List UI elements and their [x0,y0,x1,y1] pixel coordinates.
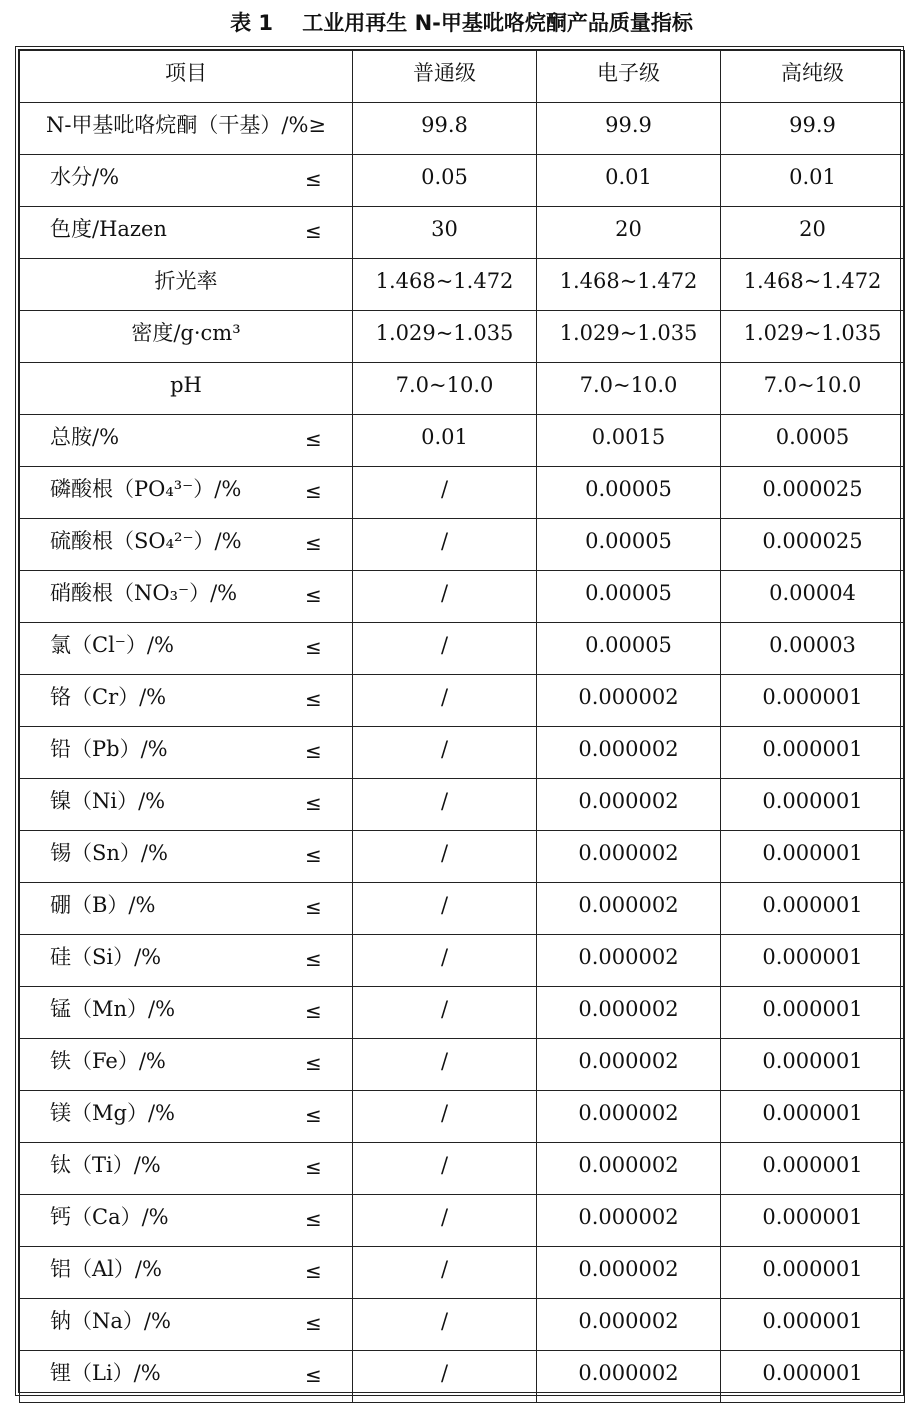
table-row [20,363,905,415]
value-high-purity [721,259,905,311]
table-row [20,1091,905,1143]
item-name: 钠（Na）/% [50,1309,171,1333]
value-ordinary [353,831,537,883]
cell-value: 0.0015 [591,425,666,449]
limit-symbol: ≤ [305,1155,322,1179]
item-name: 锂（Li）/% [50,1361,161,1385]
row-item-cell [20,831,353,883]
cell-value: 0.000001 [762,945,863,969]
cell-value: / [440,633,449,657]
value-high-purity [721,571,905,623]
cell-value: 1.029~1.035 [743,321,882,345]
row-item-cell [20,1091,353,1143]
table-row [20,571,905,623]
table-row [20,259,905,311]
value-ordinary [353,311,537,363]
table-row [20,883,905,935]
table-row [20,1299,905,1351]
value-ordinary [353,727,537,779]
limit-symbol: ≤ [305,479,322,503]
cell-value: 1.029~1.035 [375,321,514,345]
value-electronic [537,311,721,363]
header-high-purity-grade: 高纯级 [721,51,905,103]
limit-symbol: ≤ [305,219,322,243]
value-ordinary [353,1247,537,1299]
value-ordinary [353,1039,537,1091]
value-ordinary [353,1143,537,1195]
cell-value: / [440,477,449,501]
value-high-purity [721,1195,905,1247]
limit-symbol: ≤ [305,895,322,919]
value-electronic [537,1351,721,1403]
value-high-purity [721,519,905,571]
item-name: 总胺/% [50,425,120,449]
value-high-purity [721,1247,905,1299]
table-row [20,1143,905,1195]
table-row [20,1247,905,1299]
value-electronic [537,1247,721,1299]
limit-symbol: ≤ [305,1051,322,1075]
value-ordinary [353,571,537,623]
cell-value: 0.000002 [578,789,679,813]
row-item-cell [20,1247,353,1299]
cell-value: / [440,581,449,605]
cell-value: 1.029~1.035 [559,321,698,345]
cell-value: 0.000002 [578,1101,679,1125]
cell-value: / [440,1309,449,1333]
cell-value: 0.00004 [769,581,856,605]
cell-value: 0.00005 [585,529,672,553]
item-name: 水分/% [50,165,120,189]
cell-value: 0.000001 [762,737,863,761]
limit-symbol: ≤ [305,531,322,555]
value-electronic [537,103,721,155]
value-high-purity [721,363,905,415]
cell-value: 1.468~1.472 [743,269,882,293]
value-electronic [537,727,721,779]
value-electronic [537,1091,721,1143]
item-name: 铬（Cr）/% [50,685,167,709]
cell-value: 0.000001 [762,1153,863,1177]
cell-value: 0.000001 [762,1049,863,1073]
value-ordinary [353,935,537,987]
value-electronic [537,1143,721,1195]
value-electronic [537,415,721,467]
table-row [20,103,905,155]
header-item: 项目 [20,51,353,103]
cell-value: / [440,737,449,761]
value-ordinary [353,363,537,415]
table-row [20,675,905,727]
cell-value: 1.468~1.472 [559,269,698,293]
value-electronic [537,623,721,675]
cell-value: 0.000001 [762,997,863,1021]
value-electronic [537,467,721,519]
item-name: 色度/Hazen [50,217,167,241]
cell-value: 1.468~1.472 [375,269,514,293]
cell-value: 0.0005 [775,425,850,449]
limit-symbol: ≤ [305,167,322,191]
item-name: 硫酸根（SO₄²⁻）/% [50,529,242,553]
row-item-cell [20,311,353,363]
cell-value: 0.000002 [578,685,679,709]
cell-value: 0.00005 [585,477,672,501]
value-ordinary [353,467,537,519]
value-electronic [537,675,721,727]
cell-value: 7.0~10.0 [763,373,862,397]
cell-value: 0.000002 [578,893,679,917]
limit-symbol: ≤ [305,583,322,607]
value-electronic [537,831,721,883]
value-ordinary [353,623,537,675]
value-high-purity [721,727,905,779]
limit-symbol: ≤ [305,843,322,867]
cell-value: 0.00003 [769,633,856,657]
cell-value: 7.0~10.0 [579,373,678,397]
row-item-cell [20,1143,353,1195]
limit-symbol: ≤ [305,635,322,659]
item-name: 硝酸根（NO₃⁻）/% [50,581,238,605]
table-row [20,1351,905,1403]
value-ordinary [353,987,537,1039]
item-name: 氯（Cl⁻）/% [50,633,174,657]
value-ordinary [353,1299,537,1351]
cell-value: 0.000002 [578,737,679,761]
item-name: 锡（Sn）/% [50,841,168,865]
table-row [20,155,905,207]
value-high-purity [721,1039,905,1091]
cell-value: 0.01 [421,425,468,449]
cell-value: 0.05 [421,165,468,189]
cell-value: / [440,685,449,709]
cell-value: 7.0~10.0 [395,373,494,397]
limit-symbol: ≤ [305,1103,322,1127]
limit-symbol: ≤ [305,1259,322,1283]
cell-value: 0.000001 [762,1257,863,1281]
item-name: 铝（Al）/% [50,1257,162,1281]
value-electronic [537,155,721,207]
item-name: pH [170,373,202,397]
value-high-purity [721,1299,905,1351]
cell-value: 0.000001 [762,1309,863,1333]
item-name: 镁（Mg）/% [50,1101,175,1125]
header-row [20,51,905,103]
cell-value: 99.8 [421,113,468,137]
row-item-cell [20,675,353,727]
table-row [20,415,905,467]
row-item-cell [20,571,353,623]
item-name: 折光率 [154,269,218,293]
cell-value: / [440,1101,449,1125]
value-electronic [537,1039,721,1091]
value-electronic [537,1299,721,1351]
row-item-cell [20,207,353,259]
value-ordinary [353,519,537,571]
row-item-cell [20,883,353,935]
cell-value: 0.00005 [585,633,672,657]
cell-value: 0.000002 [578,1153,679,1177]
cell-value: 0.01 [605,165,652,189]
value-high-purity [721,883,905,935]
limit-symbol: ≤ [305,739,322,763]
row-item-cell [20,935,353,987]
cell-value: 0.000025 [762,477,863,501]
item-name: 硅（Si）/% [50,945,162,969]
value-electronic [537,883,721,935]
row-item-cell [20,155,353,207]
row-item-cell [20,103,353,155]
limit-symbol: ≤ [305,687,322,711]
value-ordinary [353,1091,537,1143]
limit-symbol: ≤ [305,1363,322,1387]
cell-value: / [440,841,449,865]
item-name: 镍（Ni）/% [50,789,166,813]
cell-value: 0.000002 [578,945,679,969]
value-high-purity [721,987,905,1039]
cell-value: 0.01 [789,165,836,189]
cell-value: 0.000001 [762,841,863,865]
limit-symbol: ≤ [305,1207,322,1231]
value-high-purity [721,831,905,883]
cell-value: / [440,893,449,917]
cell-value: / [440,529,449,553]
row-item-cell [20,415,353,467]
value-high-purity [721,1143,905,1195]
table-title: 表 1 工业用再生 N-甲基吡咯烷酮产品质量指标 [230,11,693,35]
row-item-cell [20,1299,353,1351]
item-name: 铅（Pb）/% [50,737,168,761]
table-row [20,987,905,1039]
value-ordinary [353,1195,537,1247]
value-high-purity [721,1091,905,1143]
value-electronic [537,1195,721,1247]
item-name: 硼（B）/% [50,893,156,917]
cell-value: 0.000002 [578,841,679,865]
row-item-cell [20,987,353,1039]
cell-value: 99.9 [605,113,652,137]
cell-value: 0.000002 [578,1257,679,1281]
item-name: 锰（Mn）/% [50,997,176,1021]
value-high-purity [721,1351,905,1403]
cell-value: / [440,1049,449,1073]
cell-value: / [440,1361,449,1385]
cell-value: 0.000002 [578,997,679,1021]
cell-value: 0.000002 [578,1309,679,1333]
value-high-purity [721,207,905,259]
row-item-cell [20,623,353,675]
limit-symbol: ≤ [305,791,322,815]
table-row [20,935,905,987]
value-ordinary [353,155,537,207]
value-high-purity [721,415,905,467]
value-high-purity [721,467,905,519]
cell-value: 0.00005 [585,581,672,605]
item-name: N-甲基吡咯烷酮（干基）/%≥ [45,113,327,137]
row-item-cell [20,1039,353,1091]
value-electronic [537,935,721,987]
value-ordinary [353,415,537,467]
cell-value: 0.000002 [578,1361,679,1385]
table-row [20,311,905,363]
cell-value: / [440,1257,449,1281]
row-item-cell [20,1195,353,1247]
value-ordinary [353,103,537,155]
table-row [20,519,905,571]
item-name: 钙（Ca）/% [50,1205,169,1229]
value-electronic [537,571,721,623]
value-high-purity [721,103,905,155]
item-name: 钛（Ti）/% [50,1153,161,1177]
value-high-purity [721,935,905,987]
cell-value: 99.9 [789,113,836,137]
cell-value: 0.000002 [578,1205,679,1229]
cell-value: / [440,1153,449,1177]
row-item-cell [20,1351,353,1403]
cell-value: 20 [799,217,826,241]
value-high-purity [721,675,905,727]
row-item-cell [20,779,353,831]
quality-spec-table [15,46,904,1396]
limit-symbol: ≤ [305,999,322,1023]
value-electronic [537,363,721,415]
cell-value: 0.000001 [762,685,863,709]
cell-value: 20 [615,217,642,241]
table-row [20,727,905,779]
item-name: 铁（Fe）/% [50,1049,166,1073]
value-high-purity [721,311,905,363]
cell-value: 0.000001 [762,1101,863,1125]
row-item-cell [20,467,353,519]
value-ordinary [353,1351,537,1403]
table-row [20,1039,905,1091]
row-item-cell [20,519,353,571]
cell-value: / [440,1205,449,1229]
cell-value: / [440,789,449,813]
item-name: 磷酸根（PO₄³⁻）/% [50,477,242,501]
cell-value: 0.000001 [762,1205,863,1229]
value-high-purity [721,779,905,831]
value-ordinary [353,207,537,259]
cell-value: 0.000002 [578,1049,679,1073]
value-ordinary [353,259,537,311]
row-item-cell [20,727,353,779]
cell-value: 0.000001 [762,893,863,917]
table-row [20,467,905,519]
row-item-cell [20,259,353,311]
header-ordinary-grade: 普通级 [353,51,537,103]
cell-value: / [440,997,449,1021]
item-name: 密度/g·cm³ [131,321,241,345]
header-electronic-grade: 电子级 [537,51,721,103]
cell-value: 30 [431,217,458,241]
value-ordinary [353,779,537,831]
value-electronic [537,519,721,571]
value-ordinary [353,675,537,727]
limit-symbol: ≤ [305,947,322,971]
value-ordinary [353,883,537,935]
cell-value: 0.000001 [762,789,863,813]
row-item-cell [20,363,353,415]
value-electronic [537,207,721,259]
cell-value: 0.000025 [762,529,863,553]
cell-value: / [440,945,449,969]
value-electronic [537,259,721,311]
value-high-purity [721,155,905,207]
table-row [20,1195,905,1247]
table-row [20,831,905,883]
table-row [20,623,905,675]
table-row [20,207,905,259]
value-electronic [537,987,721,1039]
limit-symbol: ≤ [305,427,322,451]
table-row [20,779,905,831]
value-electronic [537,779,721,831]
value-high-purity [721,623,905,675]
limit-symbol: ≤ [305,1311,322,1335]
cell-value: 0.000001 [762,1361,863,1385]
